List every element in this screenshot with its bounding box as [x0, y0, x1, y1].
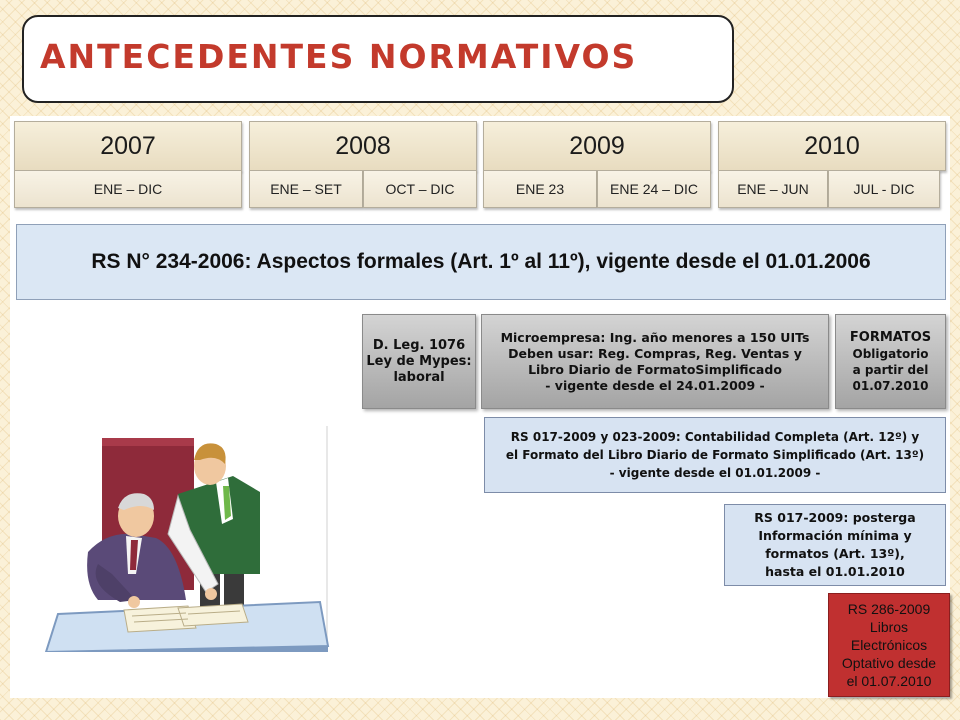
rs-234-2006-box: RS N° 234-2006: Aspectos formales (Art. 1º al 11º), vigente desde el 01.01.2006	[16, 224, 946, 300]
content-panel	[10, 116, 950, 698]
rs-017-posterga-box	[724, 504, 946, 586]
rs286-line-1: RS 286-2009	[847, 601, 931, 617]
rs286-line-5: el 01.07.2010	[846, 673, 932, 689]
year-2010: 2010	[718, 121, 946, 171]
period-2008-ene-set: ENE – SET	[249, 170, 363, 208]
formatos-line-4: 01.07.2010	[852, 378, 929, 393]
rs-286-2009-box	[828, 593, 950, 697]
dleg-1076-box	[362, 314, 476, 409]
period-2007: ENE – DIC	[14, 170, 242, 208]
rs286-line-2: Libros	[869, 619, 909, 635]
rs-017-023-box	[484, 417, 946, 493]
year-2007: 2007	[14, 121, 242, 171]
rs017-line-1: RS 017-2009 y 023-2009: Contabilidad Completa (Art. 12º) y	[510, 430, 920, 444]
year-2008: 2008	[249, 121, 477, 171]
formatos-line-3: a partir del	[852, 362, 929, 377]
microempresa-box	[481, 314, 829, 409]
period-2009-ene24-dic: ENE 24 – DIC	[597, 170, 711, 208]
rs286-line-3: Electrónicos	[850, 637, 928, 653]
dleg-line-1: D. Leg. 1076	[372, 337, 466, 353]
rs017-line-3: - vigente desde el 01.01.2009 -	[609, 466, 821, 480]
office-workers-illustration	[28, 424, 330, 652]
formatos-box	[835, 314, 946, 409]
year-2009: 2009	[483, 121, 711, 171]
period-2010-ene-jun: ENE – JUN	[718, 170, 828, 208]
posterga-line-1: RS 017-2009: posterga	[754, 510, 916, 525]
dleg-line-2: Ley de Mypes:	[366, 353, 472, 369]
formatos-line-1: FORMATOS	[849, 329, 932, 345]
slide-title: ANTECEDENTES NORMATIVOS	[40, 37, 638, 76]
title-box	[22, 15, 734, 103]
posterga-line-4: hasta el 01.01.2010	[765, 564, 905, 579]
formatos-line-2: Obligatorio	[852, 346, 929, 361]
micro-line-3: Libro Diario de FormatoSimplificado	[528, 361, 782, 377]
posterga-line-3: formatos (Art. 13º),	[765, 546, 905, 561]
micro-line-1: Microempresa: Ing. año menores a 150 UITs	[500, 329, 810, 345]
posterga-line-2: Información mínima y	[758, 528, 912, 543]
office-workers-icon	[28, 424, 330, 652]
rs017-line-2: el Formato del Libro Diario de Formato Simplificado (Art. 13º)	[505, 448, 925, 462]
period-2010-jul-dic: JUL - DIC	[828, 170, 940, 208]
rs286-line-4: Optativo desde	[841, 655, 937, 671]
micro-line-4: - vigente desde el 24.01.2009 -	[545, 377, 765, 393]
period-2009-ene-23: ENE 23	[483, 170, 597, 208]
dleg-line-3: laboral	[393, 369, 445, 385]
micro-line-2: Deben usar: Reg. Compras, Reg. Ventas y	[508, 345, 802, 361]
period-2008-oct-dic: OCT – DIC	[363, 170, 477, 208]
